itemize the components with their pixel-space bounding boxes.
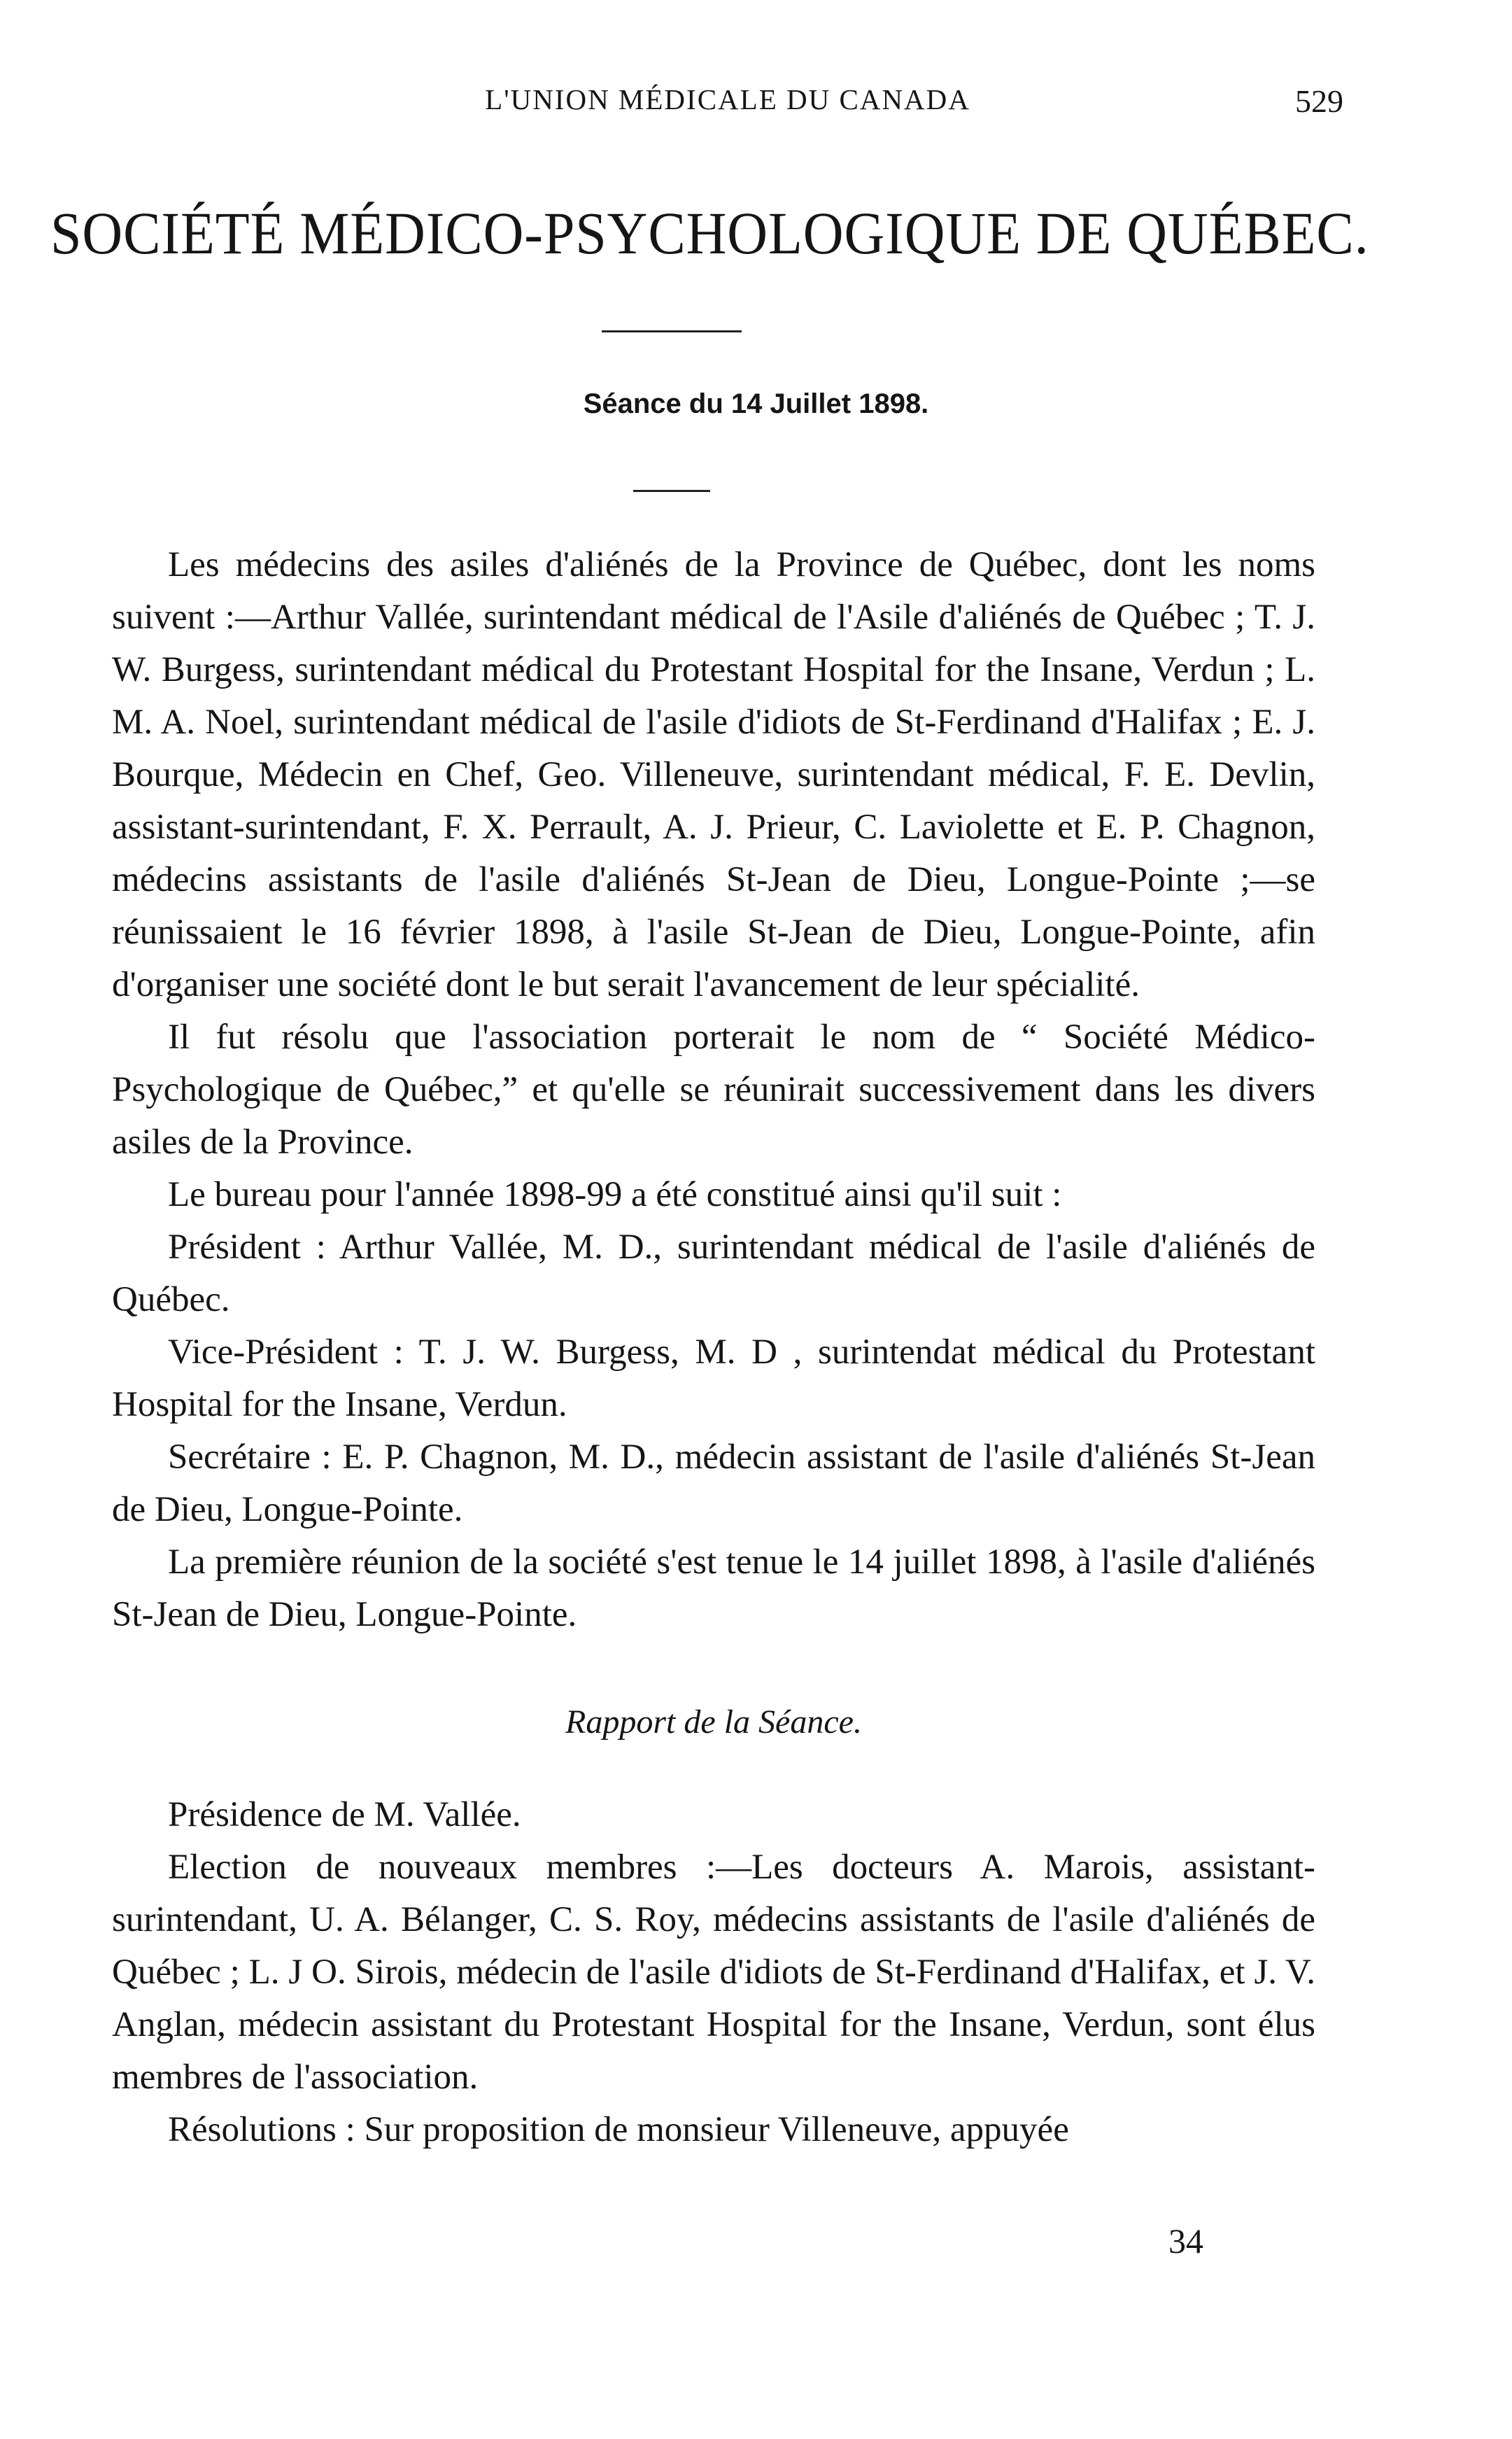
date-rule [633,490,710,492]
article-title: SOCIÉTÉ MÉDICO-PSYCHOLOGIQUE DE QUÉBEC. [50,199,1369,267]
page-number: 529 [1295,83,1343,119]
paragraph: Président : Arthur Vallée, M. D., surintendant médical de l'asile d'aliénés de Québec. [112,1228,1315,1319]
running-head [112,83,1343,125]
section-heading: Rapport de la Séance. [565,1703,862,1741]
signature-mark: 34 [1168,2221,1203,2261]
paragraph: La première réunion de la société s'est tenue le 14 juillet 1898, à l'asile d'aliénés St-Jean de Dieu, Longue-Pointe. [112,1542,1315,1634]
paragraph: Les médecins des asiles d'aliénés de la Province de Québec, dont les noms suivent :—Arthur Vallée, surintendant médical de l'Asile d'aliénés de Québec ; T. J. W. Burgess, surintendant médical du Protestant Hospital for the Insane, Verdun ; L. M. A. Noel, surintendant médical de l'asile d'idiots de St-Ferdinand d'Halifax ; E. J. Bourque, Médecin en Chef, Geo. Villeneuve, surintendant médical, F. E. Devlin, assistant-surintendant, F. X. Perrault, A. J. Prieur, C. Laviolette et E. P. Chagnon, médecins assistants de l'asile d'aliénés St-Jean de Dieu, Longue-Pointe ;—se réunissaient le 16 février 1898, à l'asile St-Jean de Dieu, Longue-Pointe, afin d'organiser une société dont le but serait l'avancement de leur spécialité. [112,545,1315,1004]
report-paragraph: Présidence de M. Vallée. [168,1795,521,1834]
paragraph: Vice-Président : T. J. W. Burgess, M. D , surintendat médical du Protestant Hospital for the Insane, Verdun. [112,1333,1315,1424]
paragraph: Secrétaire : E. P. Chagnon, M. D., médecin assistant de l'asile d'aliénés St-Jean de Dieu, Longue-Pointe. [112,1438,1315,1529]
seance-date: Séance du 14 Juillet 1898. [583,388,929,419]
report-paragraph: Résolutions : Sur proposition de monsieur Villeneuve, appuyée [168,2110,1069,2149]
paragraph: Le bureau pour l'année 1898-99 a été constitué ainsi qu'il suit : [168,1175,1062,1214]
paragraph: Il fut résolu que l'association porterait le nom de “ Société Médico-Psychologique de Québec,” et qu'elle se réunirait successivement dans les divers asiles de la Province. [112,1018,1315,1162]
article-body [112,539,1315,2156]
journal-title: L'UNION MÉDICALE DU CANADA [485,83,970,115]
report-paragraph: Election de nouveaux membres :—Les docteurs A. Marois, assistant-surintendant, U. A. Bélanger, C. S. Roy, médecins assistants de l'asile d'aliénés de Québec ; L. J O. Sirois, médecin de l'asile d'idiots de St-Ferdinand d'Halifax, et J. V. Anglan, médecin assistant du Protestant Hospital for the Insane, Verdun, sont élus membres de l'association. [112,1848,1315,2097]
title-rule [602,330,742,332]
